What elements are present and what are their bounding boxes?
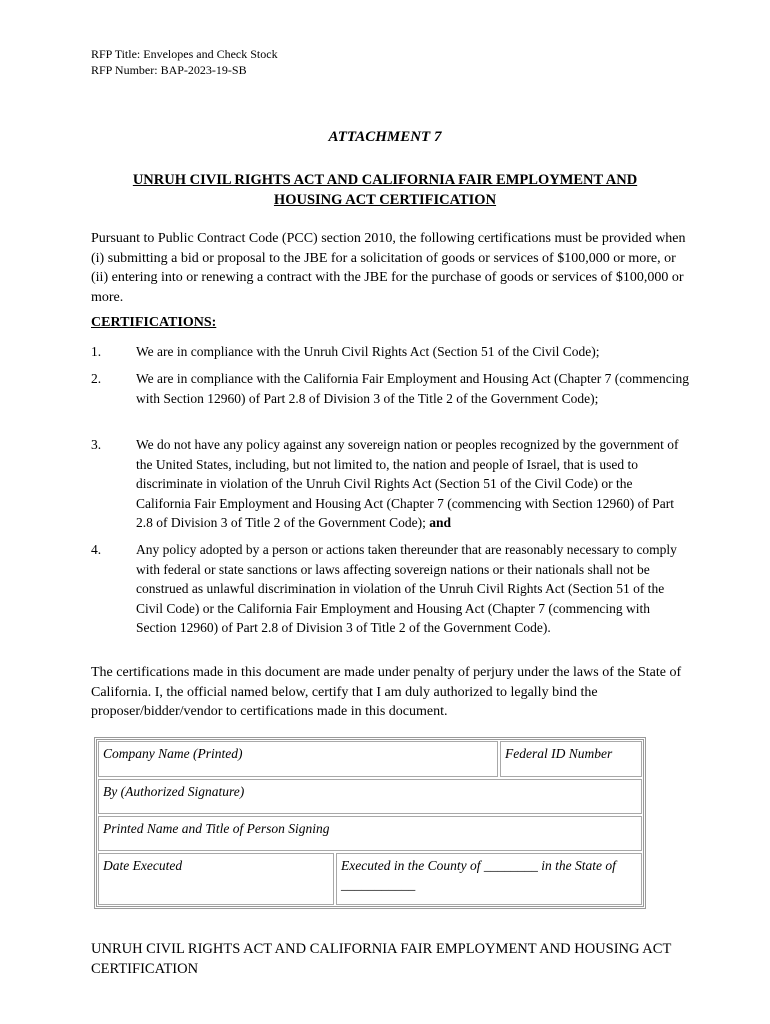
item-text: We do not have any policy against any sovereign nation or peoples recognized by the government of the United States, including, but not limited to, the nation and people of Israel, that is used to discriminate in violation of the Unruh Civil Rights Act (Section 51 of the Civil Code) or the California Fair Employment and Housing Act (Chapter 7 (commencing with Section 12960) of Part 2.8 of Division 3 of Title 2 of the Government Code); [136, 437, 679, 530]
signature-table [94, 737, 646, 909]
date-executed-field[interactable]: Date Executed [98, 853, 334, 905]
item-number: 3. [91, 437, 102, 452]
certification-item [91, 540, 689, 638]
authorized-signature-field[interactable]: By (Authorized Signature) [98, 779, 642, 814]
item-text: We are in compliance with the Unruh Civil Rights Act (Section 51 of the Civil Code); [136, 344, 600, 359]
intro-paragraph: Pursuant to Public Contract Code (PCC) section 2010, the following certifications must be provided when (i) submitting a bid or proposal to the JBE for a solicitation of goods or services of $100,000 or more, or (ii) entering into or renewing a contract with the JBE for the purchase of goods or services of $100,000 or more. [91, 231, 686, 305]
item-text-wrapper [136, 435, 689, 533]
attachment-title: ATTACHMENT 7 [328, 129, 442, 145]
document-title: UNRUH CIVIL RIGHTS ACT AND CALIFORNIA FAIR EMPLOYMENT AND HOUSING ACT CERTIFICATION [132, 172, 638, 208]
item-suffix: and [429, 515, 452, 530]
company-name-field[interactable]: Company Name (Printed) [98, 741, 498, 777]
item-number: 4. [91, 542, 102, 557]
certifications-heading: CERTIFICATIONS: [91, 315, 217, 330]
rfp-number: RFP Number: BAP-2023-19-SB [91, 63, 247, 77]
item-number: 2. [91, 371, 102, 386]
printed-name-title-field[interactable]: Printed Name and Title of Person Signing [98, 816, 642, 851]
item-text: We are in compliance with the California Fair Employment and Housing Act (Chapter 7 (commencing with Section 12960) of Part 2.8 of Division 3 of the Title 2 of the Government Code); [136, 371, 690, 406]
federal-id-field[interactable]: Federal ID Number [500, 741, 642, 777]
closing-paragraph: The certifications made in this document are made under penalty of perjury under the laws of the State of California. I, the official named below, certify that I am duly authorized to legally bind the proposer/bidder/vendor to certifications made in this document. [91, 665, 682, 719]
certification-item [91, 435, 689, 533]
certification-item [91, 369, 689, 408]
item-text: Any policy adopted by a person or actions taken thereunder that are reasonably necessary to comply with federal or state sanctions or laws affecting sovereign nations or their nationals shall not be construed as unlawful discrimination in violation of the Unruh Civil Rights Act (Section 51 of the Civil Code) or the California Fair Employment and Housing Act (Chapter 7 (commencing with Section 12960) of Part 2.8 of Division 3 of Title 2 of the Government Code). [136, 542, 677, 635]
certification-item [91, 342, 689, 362]
footer-title: UNRUH CIVIL RIGHTS ACT AND CALIFORNIA FAIR EMPLOYMENT AND HOUSING ACT CERTIFICATION [91, 941, 672, 977]
item-number: 1. [91, 344, 102, 359]
rfp-title: RFP Title: Envelopes and Check Stock [91, 47, 278, 61]
executed-county-field[interactable]: Executed in the County of ________ in the State of ___________ [336, 853, 642, 905]
